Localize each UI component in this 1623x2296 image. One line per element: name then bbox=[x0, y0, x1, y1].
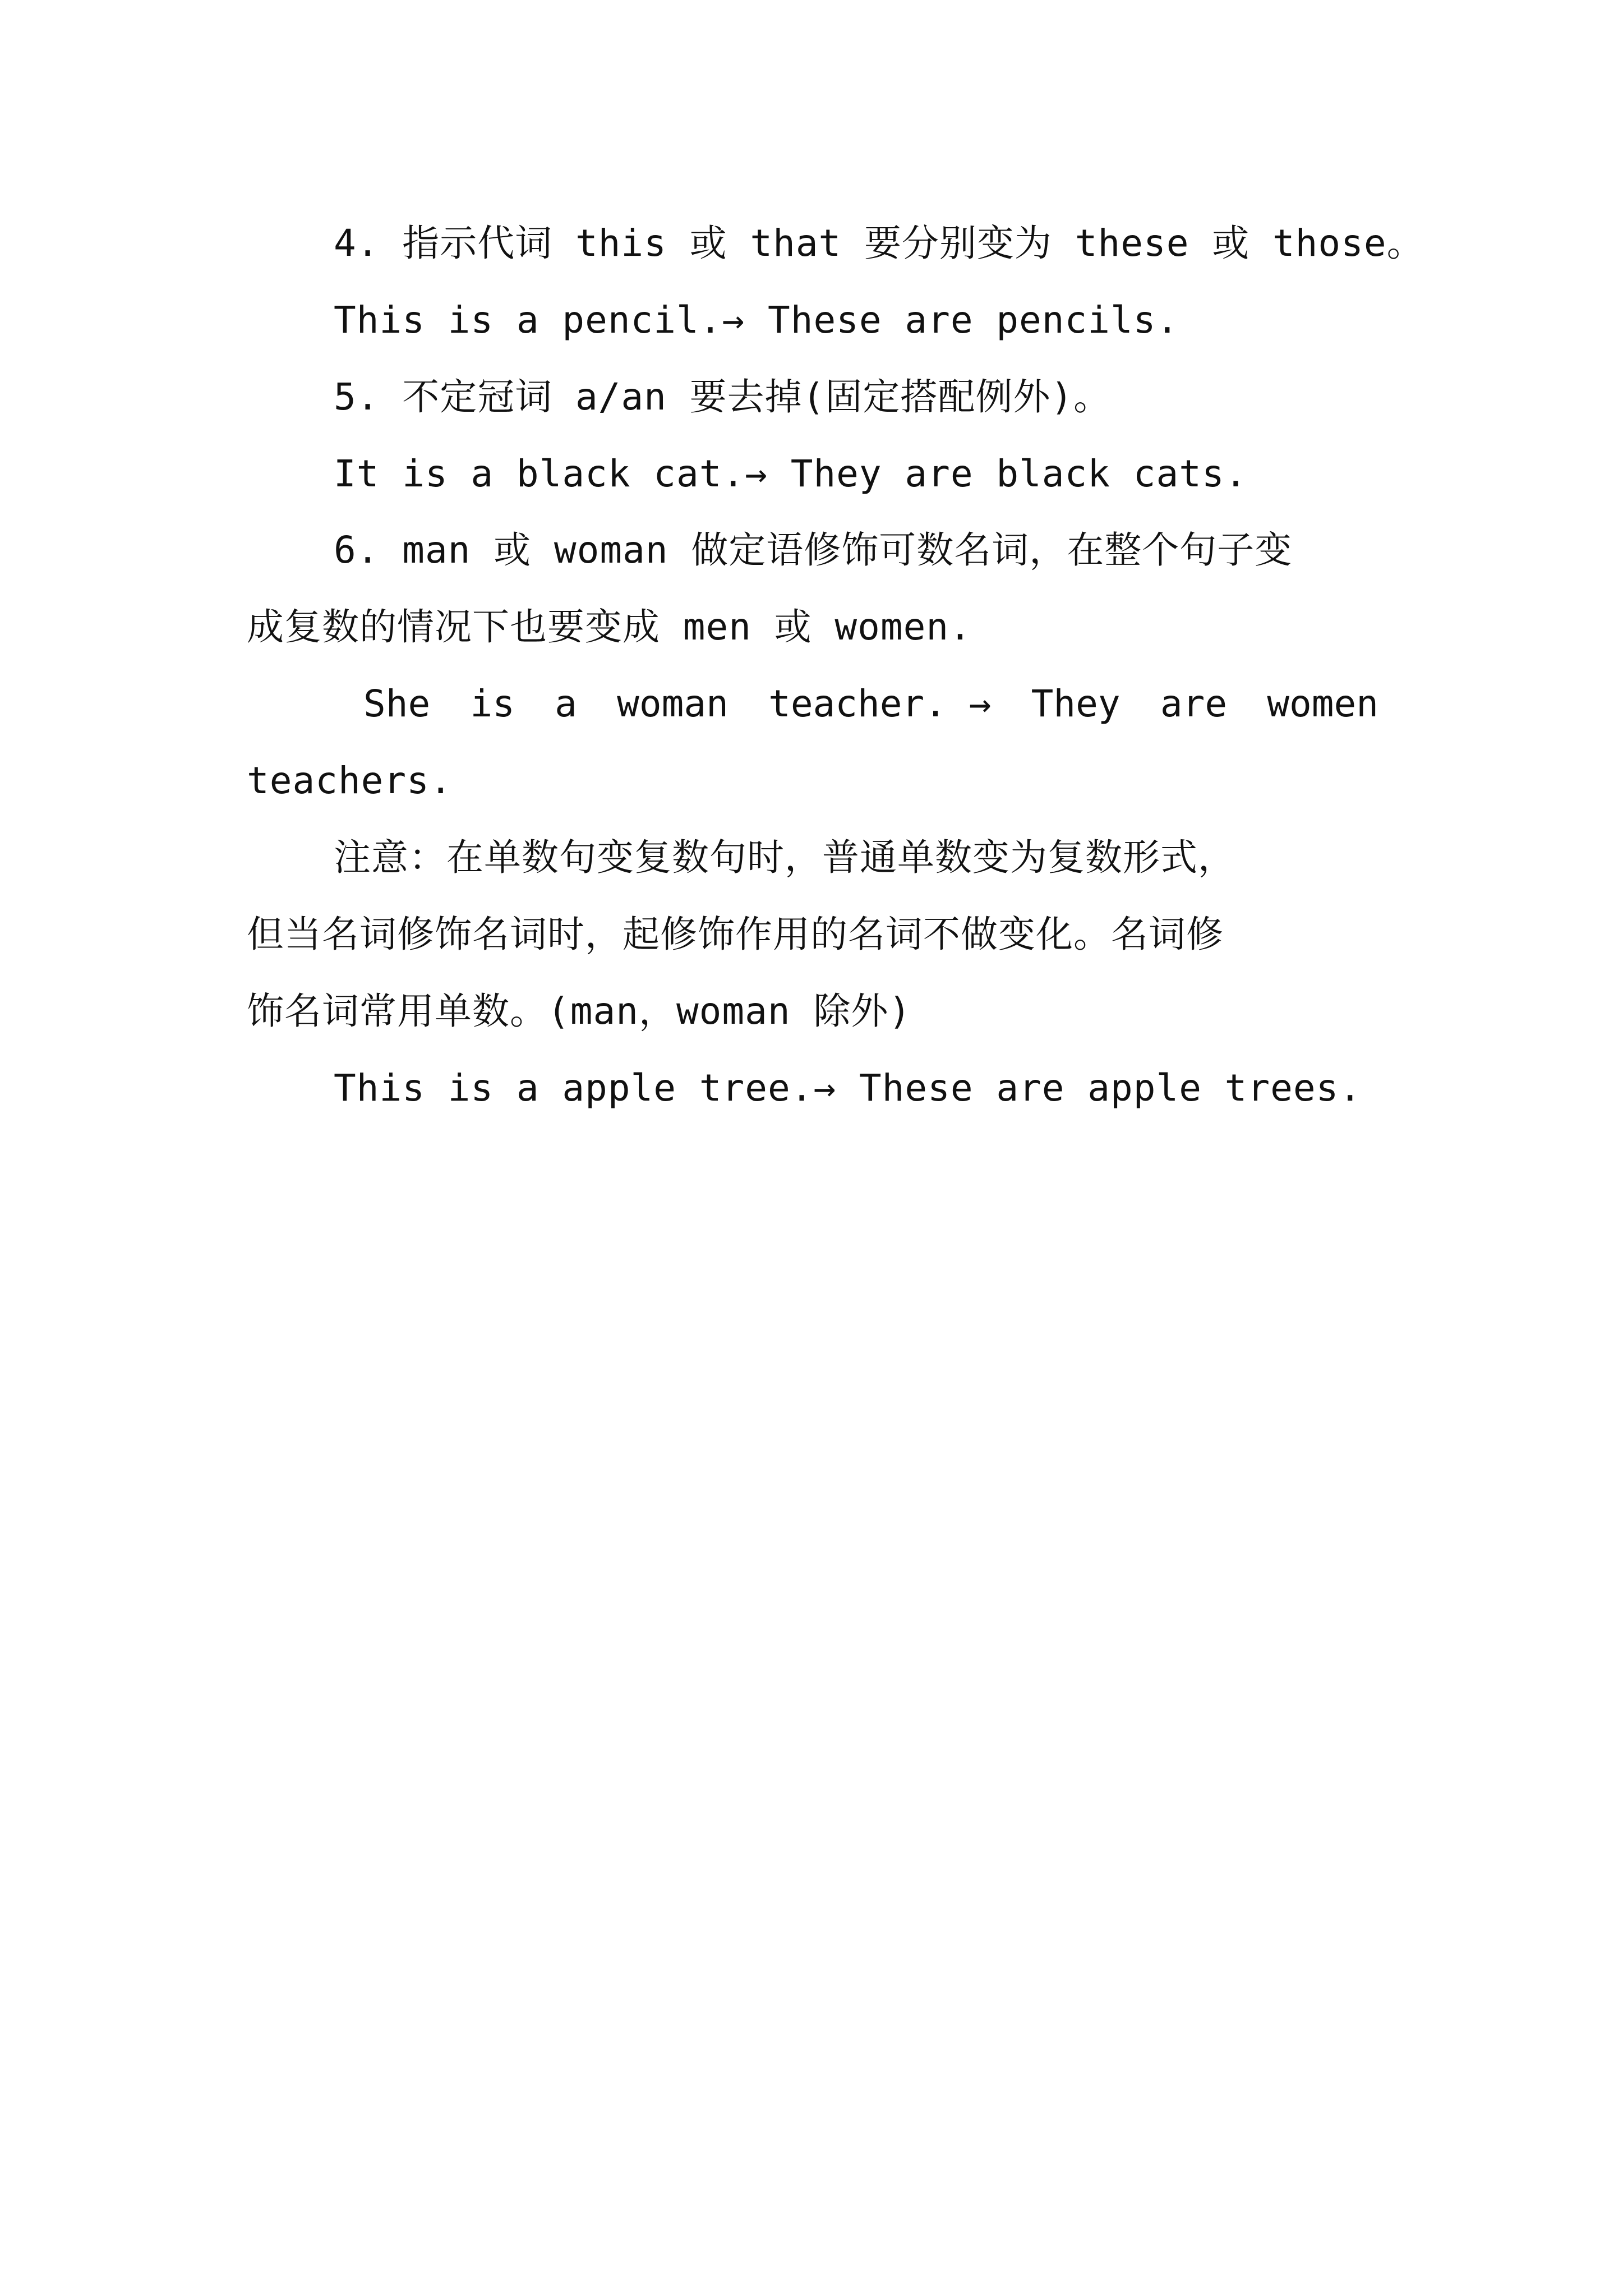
example-6-word: teacher. → bbox=[768, 682, 992, 725]
example-5: It is a black cat.→ They are black cats. bbox=[334, 452, 1248, 495]
example-4: This is a pencil.→ These are pencils. bbox=[334, 298, 1179, 342]
example-6-word: are bbox=[1160, 682, 1228, 725]
example-6-line-1 bbox=[363, 682, 1378, 726]
note-line-1: 注意：在单数句变复数句时，普通单数变为复数形式， bbox=[334, 836, 1235, 879]
example-6-word: a bbox=[555, 682, 577, 725]
note-line-2: 但当名词修饰名词时，起修饰作用的名词不做变化。名词修 bbox=[247, 913, 1224, 956]
rule-6-line-2: 成复数的情况下也要变成 men 或 women. bbox=[247, 605, 972, 648]
example-6-word: They bbox=[1031, 682, 1121, 725]
example-6-word: She bbox=[363, 682, 431, 725]
example-6-line-2: teachers. bbox=[247, 759, 453, 802]
note-line-3: 饰名词常用单数。(man，woman 除外) bbox=[247, 990, 912, 1033]
example-note: This is a apple tree.→ These are apple trees. bbox=[334, 1066, 1362, 1110]
rule-4: 4. 指示代词 this 或 that 要分别变为 these 或 those。 bbox=[334, 222, 1424, 265]
rule-5: 5. 不定冠词 a/an 要去掉(固定搭配例外)。 bbox=[334, 375, 1112, 418]
rule-6-line-1: 6. man 或 woman 做定语修饰可数名词，在整个句子变 bbox=[334, 528, 1293, 572]
example-6-word: is bbox=[470, 682, 515, 725]
example-6-word: women bbox=[1267, 682, 1378, 725]
example-6-word: woman bbox=[617, 682, 728, 725]
